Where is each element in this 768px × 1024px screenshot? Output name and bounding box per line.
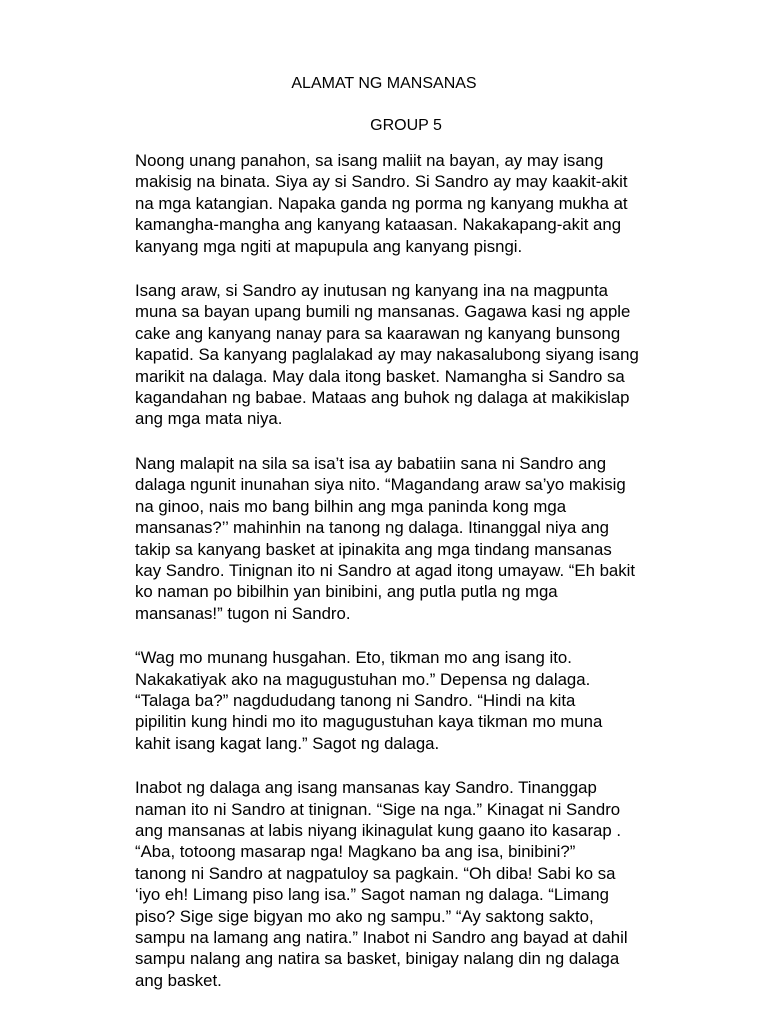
paragraph-4: “Wag mo munang husgahan. Eto, tikman mo ang isang ito. Nakakatiyak ako na magugustuhan mo.” Depensa ng dalaga. “Talaga ba?” nagdududang tanong ni Sandro. “Hindi na kita pipilitin kung hindi mo ito magugustuhan kaya tikman mo muna kahit isang kagat lang.” Sagot ng dalaga. [135, 648, 603, 753]
paragraph-3: Nang malapit na sila sa isa’t isa ay babatiin sana ni Sandro ang dalaga ngunit inunahan siya nito. “Magandang araw sa’yo makisig na ginoo, nais mo bang bilhin ang mga paninda kong mga mansanas?’’ mahinhin na tanong ng dalaga. Itinanggal niya ang takip sa kanyang basket at ipinakita ang mga tindang mansanas kay Sandro. Tinignan ito ni Sandro at agad itong umayaw. “Eh bakit ko naman po bibilhin yan binibini, ang putla putla ng mga mansanas!” tugon ni Sandro. [135, 453, 636, 623]
story-body [135, 150, 695, 1014]
paragraph-2: Isang araw, si Sandro ay inutusan ng kanyang ina na magpunta muna sa bayan upang bumili ng mansanas. Gagawa kasi ng apple cake ang kanyang nanay para sa kaarawan ng kanyang bunsong kapatid. Sa kanyang paglalakad ay may nakasalubong siyang isang marikit na dalaga. May dala itong basket. Namangha si Sandro sa kagandahan ng babae. Mataas ang buhok ng dalaga at makikislap ang mga mata niya. [135, 281, 639, 429]
document-title: ALAMAT NG MANSANAS [291, 75, 477, 92]
paragraph-5: Inabot ng dalaga ang isang mansanas kay Sandro. Tinanggap naman ito ni Sandro at tinignan. “Sige na nga.” Kinagat ni Sandro ang mansanas at labis niyang ikinagulat kung gaano ito kasarap . “Aba, totoong masarap nga! Magkano ba ang isa, binibini?” tanong ni Sandro at nagpatuloy sa pagkain. “Oh diba! Sabi ko sa ‘iyo eh! Limang piso lang isa.” Sagot naman ng dalaga. “Limang piso? Sige sige bigyan mo ako ng sampu.” “Ay saktong sakto, sampu na lamang ang natira.” Inabot ni Sandro ang bayad at dahil sampu nalang ang natira sa basket, binigay nalang din ng dalaga ang basket. [135, 778, 628, 990]
paragraph-1: Noong unang panahon, sa isang maliit na bayan, ay may isang makisig na binata. Siya ay si Sandro. Si Sandro ay may kaakit-akit na mga katangian. Napaka ganda ng porma ng kanyang mukha at kamangha-mangha ang kanyang kataasan. Nakakapang-akit ang kanyang mga ngiti at mapupula ang kanyang pisngi. [135, 151, 628, 256]
group-label: GROUP 5 [370, 117, 442, 134]
